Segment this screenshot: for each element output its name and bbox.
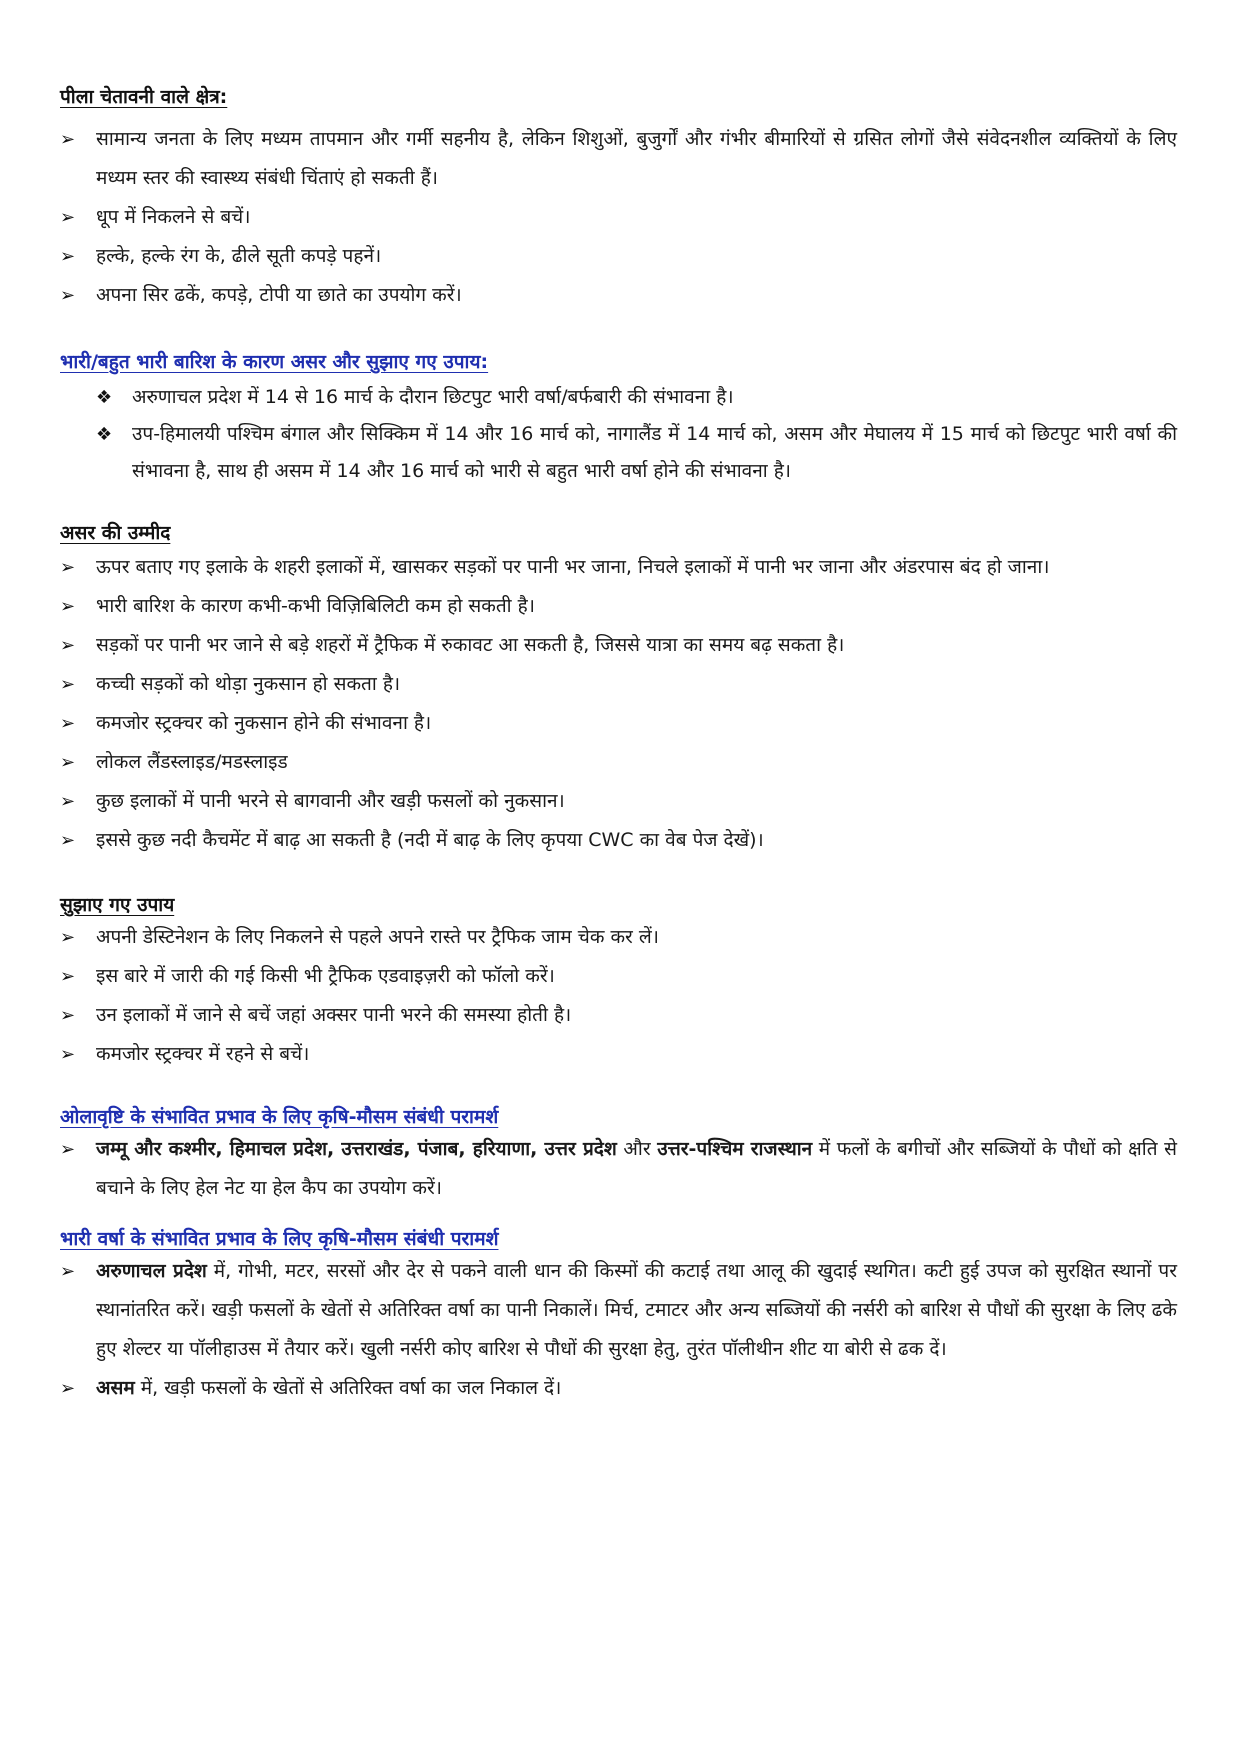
list-item: ➢ सड़कों पर पानी भर जाने से बड़े शहरों में ट्रैफिक में रुकावट आ सकती है, जिससे यात्रा का समय बढ़ सकता है। xyxy=(60,626,1177,665)
list-item: ➢ कच्ची सड़कों को थोड़ा नुकसान हो सकता है। xyxy=(60,665,1177,704)
bullet-list xyxy=(96,379,1177,490)
arrow-bullet-icon: ➢ xyxy=(60,285,76,306)
list-item: ➢ सामान्य जनता के लिए मध्यम तापमान और गर्मी सहनीय है, लेकिन शिशुओं, बुजुर्गों और गंभीर बीमारियों से ग्रसित लोगों जैसे संवेदनशील व्यक्तियों के लिए मध्यम स्तर की स्वास्थ्य संबंधी चिंताएं हो सकती हैं। xyxy=(60,120,1177,198)
section-heading: सुझाए गए उपाय xyxy=(60,894,175,916)
list-item: ❖ अरुणाचल प्रदेश में 14 से 16 मार्च के दौरान छिटपुट भारी वर्षा/बर्फबारी की संभावना है। xyxy=(96,379,1177,416)
list-item: ➢ हल्के, हल्के रंग के, ढीले सूती कपड़े पहनें। xyxy=(60,237,1177,276)
list-item: ➢ इससे कुछ नदी कैचमेंट में बाढ़ आ सकती है (नदी में बाढ़ के लिए कृपया CWC का वेब पेज देखें)। xyxy=(60,821,1177,860)
list-item: ➢ कुछ इलाकों में पानी भरने से बागवानी और खड़ी फसलों को नुकसान। xyxy=(60,782,1177,821)
section-heading: भारी/बहुत भारी बारिश के कारण असर और सुझाए गए उपाय: xyxy=(60,351,489,373)
arrow-bullet-icon: ➢ xyxy=(60,246,76,267)
bullet-list xyxy=(60,1130,1177,1208)
arrow-bullet-icon: ➢ xyxy=(60,1378,76,1399)
section-suggested-measures xyxy=(60,892,1177,1074)
bullet-list xyxy=(60,1252,1177,1408)
list-item: ❖ उप-हिमालयी पश्चिम बंगाल और सिक्किम में 14 और 16 मार्च को, नागालैंड में 14 मार्च को, असम और मेघालय में 15 मार्च को छिटपुट भारी वर्षा की संभावना है, साथ ही असम में 14 और 16 मार्च को भारी से बहुत भारी वर्षा होने की संभावना है। xyxy=(96,416,1177,490)
section-heading: ओलावृष्टि के संभावित प्रभाव के लिए कृषि-मौसम संबंधी परामर्श xyxy=(60,1106,499,1128)
list-item: ➢ भारी बारिश के कारण कभी-कभी विज़िबिलिटी कम हो सकती है। xyxy=(60,587,1177,626)
arrow-bullet-icon: ➢ xyxy=(60,207,76,228)
arrow-bullet-icon: ➢ xyxy=(60,1044,76,1065)
arrow-bullet-icon: ➢ xyxy=(60,1005,76,1026)
section-yellow-alert xyxy=(60,84,1177,315)
list-item: ➢ इस बारे में जारी की गई किसी भी ट्रैफिक एडवाइज़री को फॉलो करें। xyxy=(60,957,1177,996)
arrow-bullet-icon: ➢ xyxy=(60,966,76,987)
section-heading: भारी वर्षा के संभावित प्रभाव के लिए कृषि-मौसम संबंधी परामर्श xyxy=(60,1228,499,1250)
arrow-bullet-icon: ➢ xyxy=(60,791,76,812)
section-hail-agromet-advisory xyxy=(60,1104,1177,1208)
list-item: ➢ कमजोर स्ट्रक्चर को नुकसान होने की संभावना है। xyxy=(60,704,1177,743)
bullet-list xyxy=(60,120,1177,315)
arrow-bullet-icon: ➢ xyxy=(60,1261,76,1282)
diamond-bullet-icon: ❖ xyxy=(96,424,113,445)
arrow-bullet-icon: ➢ xyxy=(60,129,76,150)
arrow-bullet-icon: ➢ xyxy=(60,674,76,695)
list-item: ➢ ऊपर बताए गए इलाके के शहरी इलाकों में, खासकर सड़कों पर पानी भर जाना, निचले इलाकों में पानी भर जाना और अंडरपास बंद हो जाना। xyxy=(60,548,1177,587)
list-item: ➢ धूप में निकलने से बचें। xyxy=(60,198,1177,237)
arrow-bullet-icon: ➢ xyxy=(60,557,76,578)
list-item: ➢ अरुणाचल प्रदेश में, गोभी, मटर, सरसों और देर से पकने वाली धान की किस्मों की कटाई तथा आलू की खुदाई स्थगित। कटी हुई उपज को सुरक्षित स्थानों पर स्थानांतरित करें। खड़ी फसलों के खेतों से अतिरिक्त वर्षा का पानी निकालें। मिर्च, टमाटर और अन्य सब्जियों की नर्सरी को बारिश से पौधों की सुरक्षा के लिए ढके हुए शेल्टर या पॉलीहाउस में तैयार करें। खुली नर्सरी कोए बारिश से पौधों की सुरक्षा हेतु, तुरंत पॉलीथीन शीट या बोरी से ढक दें। xyxy=(60,1252,1177,1369)
diamond-bullet-icon: ❖ xyxy=(96,387,113,408)
section-heading: पीला चेतावनी वाले क्षेत्र: xyxy=(60,86,228,108)
list-item: ➢ जम्मू और कश्मीर, हिमाचल प्रदेश, उत्तराखंड, पंजाब, हरियाणा, उत्तर प्रदेश और उत्तर-पश्चिम राजस्थान में फलों के बगीचों और सब्जियों के पौधों को क्षति से बचाने के लिए हेल नेट या हेल कैप का उपयोग करें। xyxy=(60,1130,1177,1208)
arrow-bullet-icon: ➢ xyxy=(60,713,76,734)
arrow-bullet-icon: ➢ xyxy=(60,1139,76,1160)
arrow-bullet-icon: ➢ xyxy=(60,830,76,851)
arrow-bullet-icon: ➢ xyxy=(60,927,76,948)
section-heading: असर की उम्मीद xyxy=(60,522,171,544)
arrow-bullet-icon: ➢ xyxy=(60,752,76,773)
bullet-list xyxy=(60,918,1177,1074)
bullet-list xyxy=(60,548,1177,860)
list-item: ➢ लोकल लैंडस्लाइड/मडस्लाइड xyxy=(60,743,1177,782)
list-item: ➢ उन इलाकों में जाने से बचें जहां अक्सर पानी भरने की समस्या होती है। xyxy=(60,996,1177,1035)
arrow-bullet-icon: ➢ xyxy=(60,596,76,617)
list-item: ➢ असम में, खड़ी फसलों के खेतों से अतिरिक्त वर्षा का जल निकाल दें। xyxy=(60,1369,1177,1408)
arrow-bullet-icon: ➢ xyxy=(60,635,76,656)
section-heavy-rain-impact xyxy=(60,349,1177,490)
section-heavy-rain-agromet-advisory xyxy=(60,1226,1177,1408)
section-expected-impact xyxy=(60,520,1177,860)
list-item: ➢ अपनी डेस्टिनेशन के लिए निकलने से पहले अपने रास्ते पर ट्रैफिक जाम चेक कर लें। xyxy=(60,918,1177,957)
list-item: ➢ अपना सिर ढकें, कपड़े, टोपी या छाते का उपयोग करें। xyxy=(60,276,1177,315)
list-item: ➢ कमजोर स्ट्रक्चर में रहने से बचें। xyxy=(60,1035,1177,1074)
